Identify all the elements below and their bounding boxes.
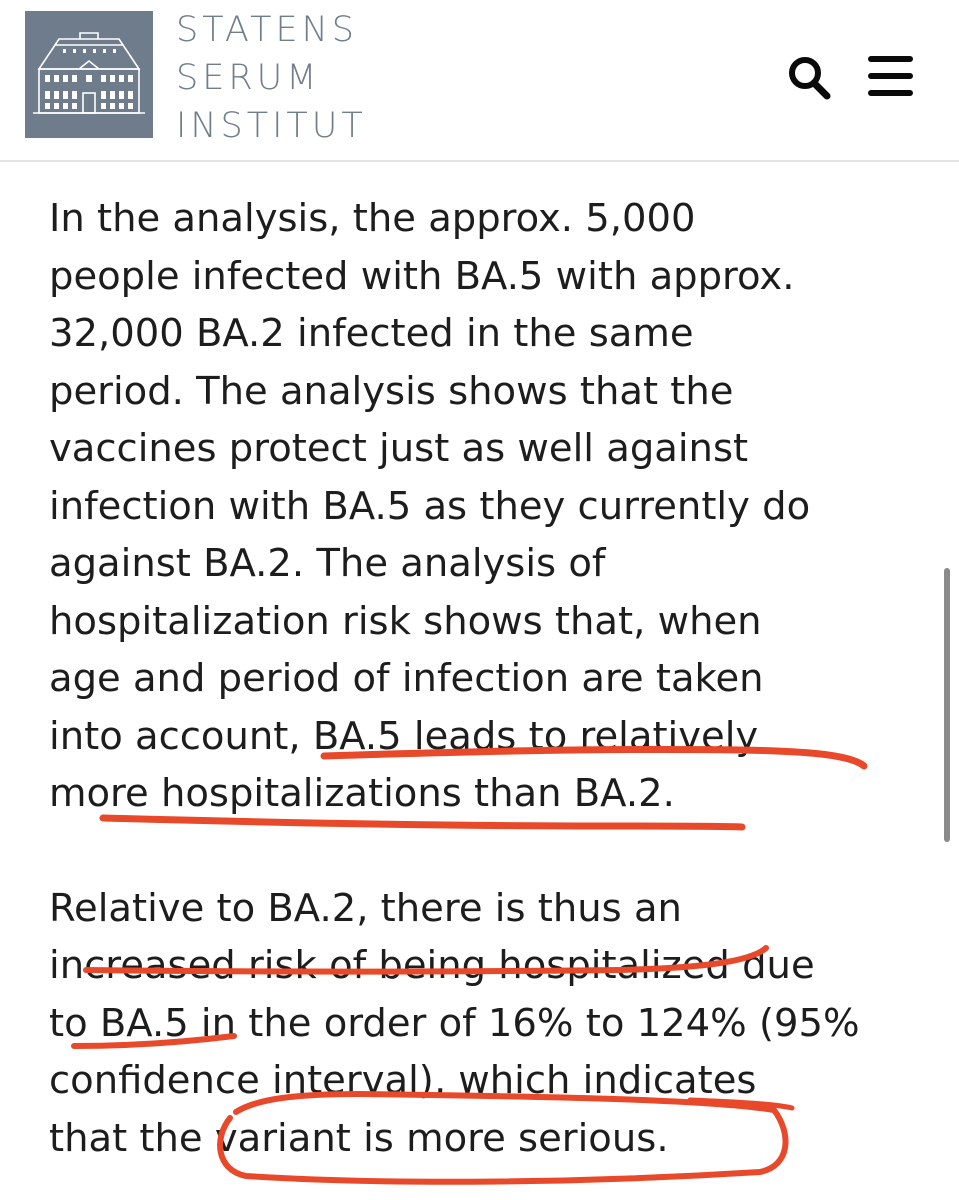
text-line: against BA.2. The analysis of <box>49 541 606 586</box>
text-line: more hospitalizations than BA.2. <box>49 771 675 816</box>
text-line: confidence interval), which indicates <box>49 1058 757 1103</box>
building-logo-icon[interactable] <box>25 11 153 138</box>
article-paragraph <box>49 880 924 1168</box>
org-name[interactable] <box>176 6 436 150</box>
text-line: increased risk of being hospitalized due <box>49 943 815 988</box>
text-line: 32,000 BA.2 infected in the same <box>49 311 694 356</box>
org-name-line: INSTITUT <box>176 106 367 146</box>
header-divider <box>0 160 959 162</box>
text-line: to BA.5 in the order of 16% to 124% (95% <box>49 1000 860 1046</box>
org-name-line: STATENS <box>176 10 358 50</box>
search-icon <box>785 52 833 100</box>
text-line: people infected with BA.5 with approx. <box>49 253 795 299</box>
site-header <box>0 0 959 160</box>
text-line: into account, BA.5 leads to relatively <box>49 713 759 759</box>
article-paragraph <box>49 190 924 823</box>
text-line: hospitalization risk shows that, when <box>49 598 762 644</box>
text-line: infection with BA.5 as they currently do <box>49 483 811 529</box>
scrollbar-thumb[interactable] <box>944 568 950 842</box>
menu-button[interactable] <box>862 52 918 100</box>
text-line: age and period of infection are taken <box>49 656 764 701</box>
article-body <box>49 190 924 1167</box>
search-button[interactable] <box>785 52 833 100</box>
text-line: that the variant is more serious. <box>49 1115 669 1161</box>
org-name-line: SERUM <box>176 58 321 98</box>
text-line: Relative to BA.2, there is thus an <box>49 885 682 931</box>
text-line: In the analysis, the approx. 5,000 <box>49 196 696 241</box>
text-line: vaccines protect just as well against <box>49 426 749 471</box>
hamburger-menu-icon <box>862 52 918 100</box>
text-line: period. The analysis shows that the <box>49 368 734 414</box>
